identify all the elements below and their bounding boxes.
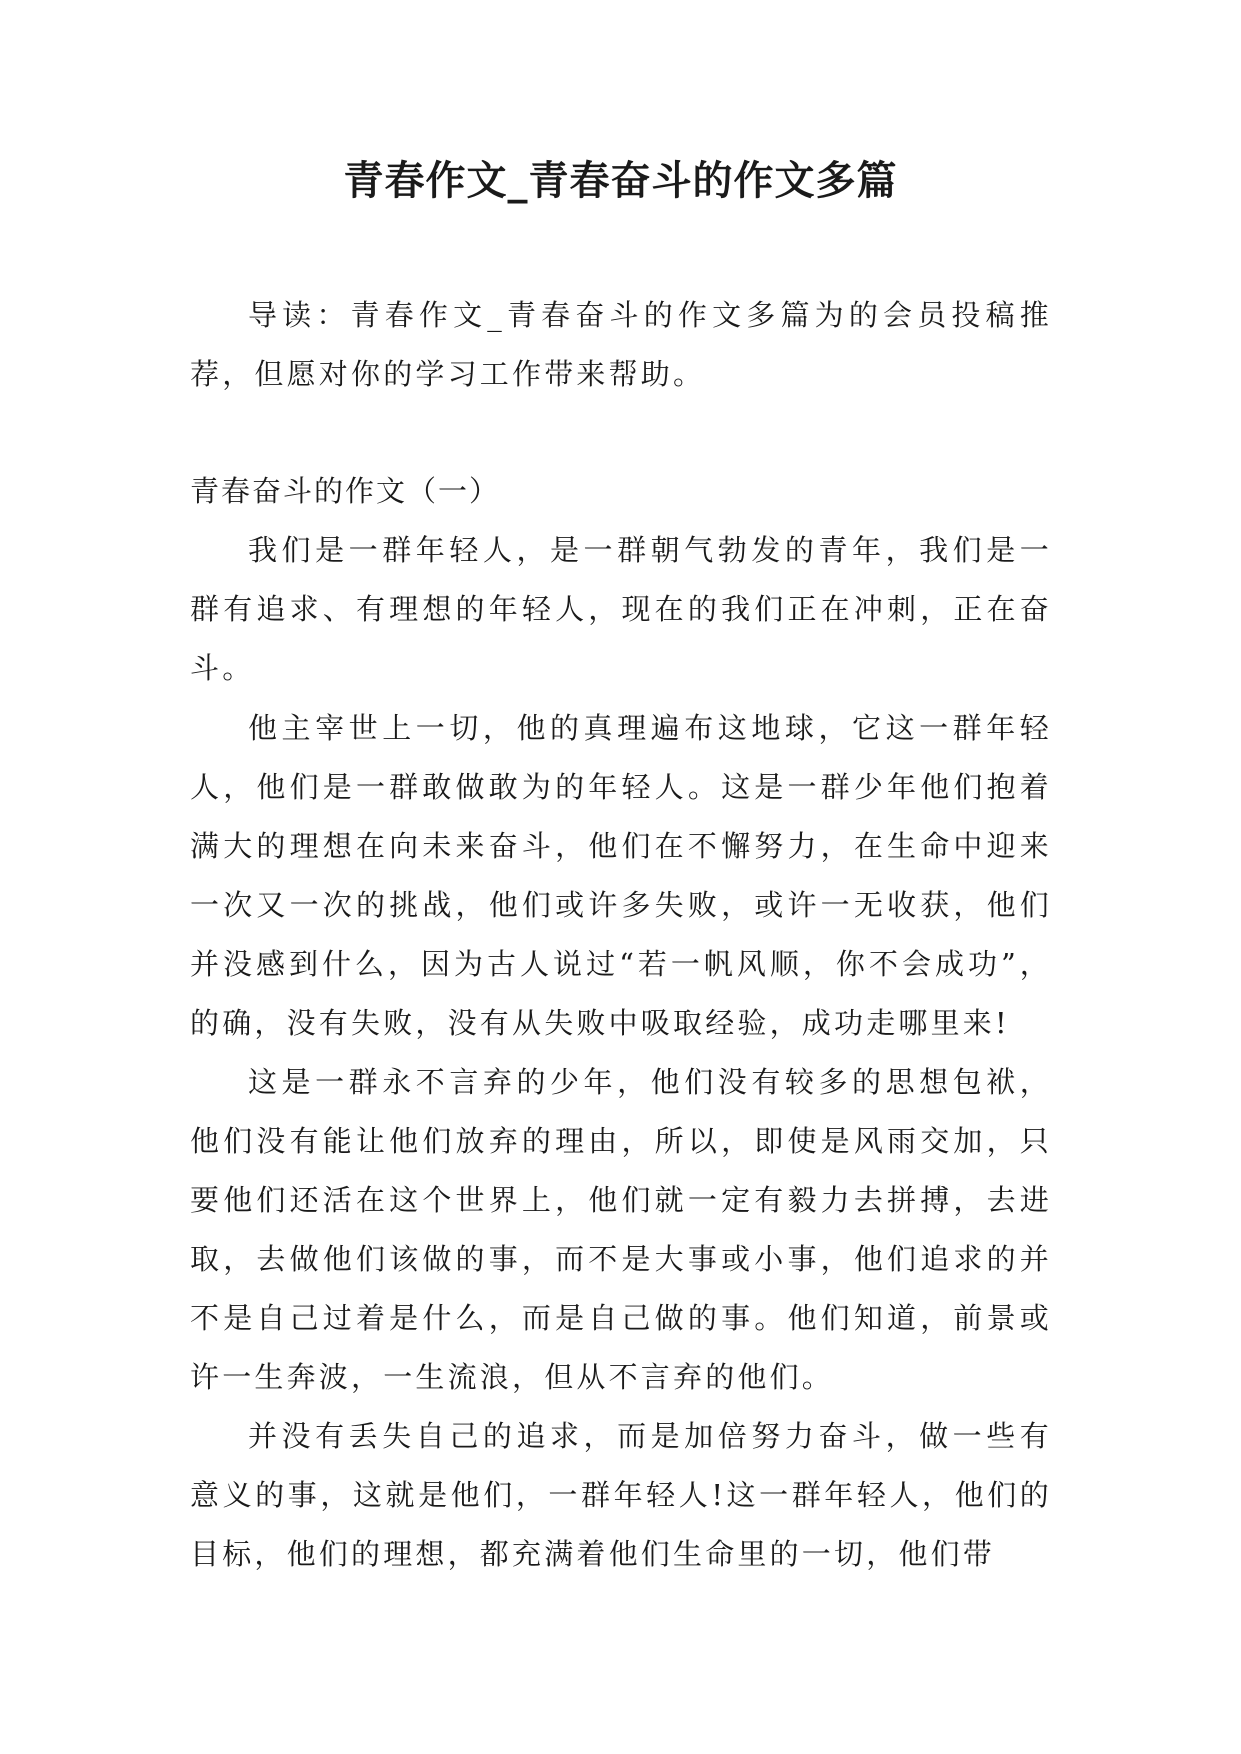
section-heading: 青春奋斗的作文（一） [190, 474, 501, 508]
body-paragraph-3: 这是一群永不言弃的少年，他们没有较多的思想包袱，他们没有能让他们放弃的理由，所以，即使是风雨交加，只要他们还活在这个世界上，他们就一定有毅力去拼搏，去进取，去做他们该做的事，而不是大事或小事，他们追求的并不是自己过着是什么，而是自己做的事。他们知道，前景或许一生奔波，一生流浪，但从不言弃的他们。 [190, 1065, 1052, 1394]
document-title: 青春作文_青春奋斗的作文多篇 [343, 158, 898, 204]
intro-paragraph: 导读：青春作文_青春奋斗的作文多篇为的会员投稿推荐，但愿对你的学习工作带来帮助。 [190, 298, 1052, 391]
body-paragraph-4: 并没有丢失自己的追求，而是加倍努力奋斗，做一些有意义的事，这就是他们，一群年轻人!这一群年轻人，他们的目标，他们的理想，都充满着他们生命里的一切，他们带 [190, 1419, 1052, 1571]
body-paragraph-2: 他主宰世上一切，他的真理遍布这地球，它这一群年轻人，他们是一群敢做敢为的年轻人。这是一群少年他们抱着满大的理想在向未来奋斗，他们在不懈努力，在生命中迎来一次又一次的挑战，他们或许多失败，或许一无收获，他们并没感到什么，因为古人说过“若一帆风顺，你不会成功”，的确，没有失败，没有从失败中吸取经验，成功走哪里来! [190, 711, 1052, 1040]
body-paragraph-1: 我们是一群年轻人，是一群朝气勃发的青年，我们是一群有追求、有理想的年轻人，现在的我们正在冲刺，正在奋斗。 [190, 533, 1052, 685]
